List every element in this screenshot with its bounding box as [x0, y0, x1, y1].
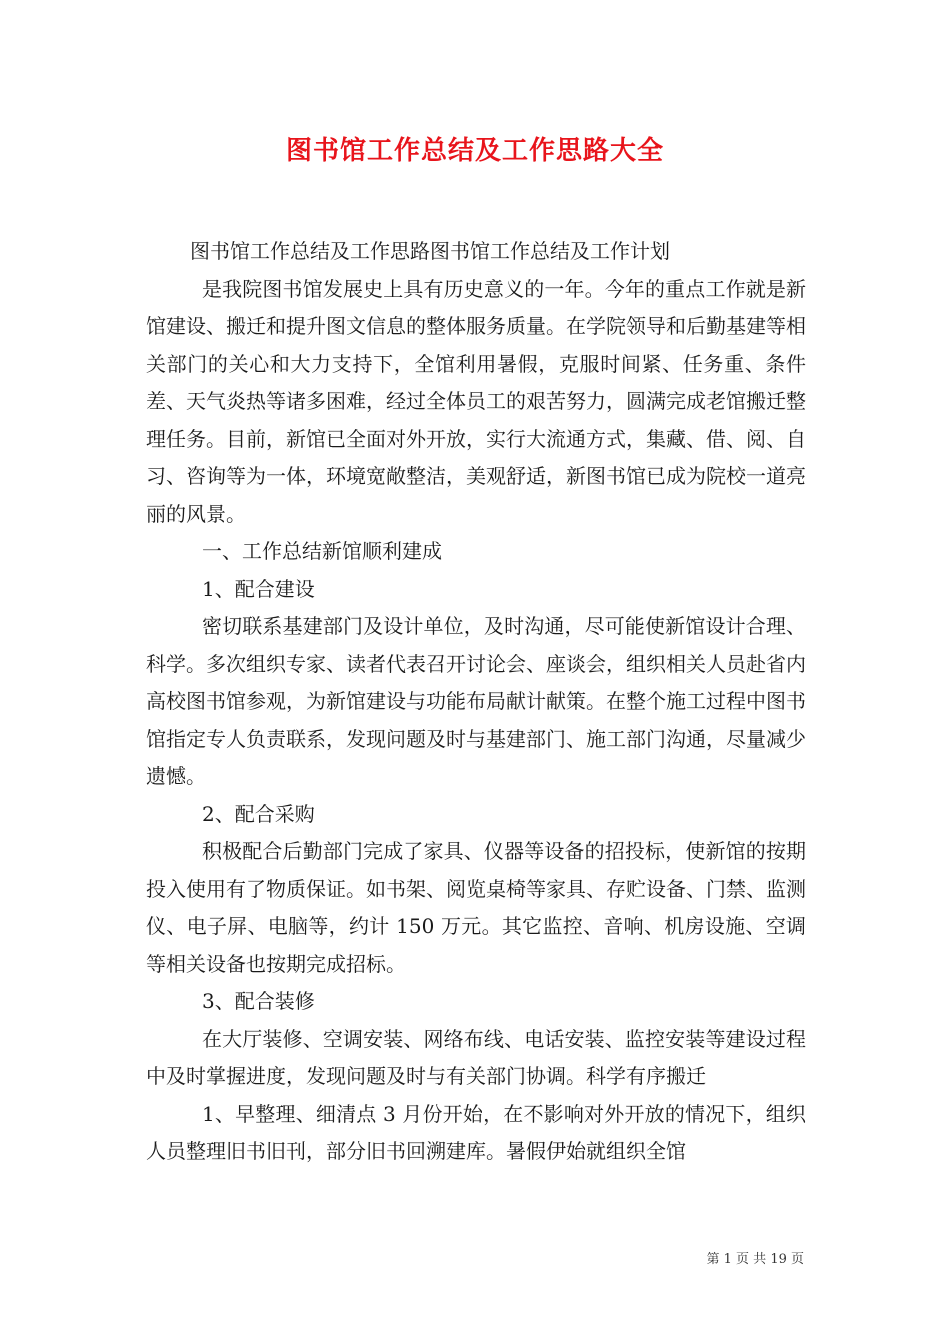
paragraph-construction: 密切联系基建部门及设计单位，及时沟通，尽可能使新馆设计合理、科学。多次组织专家、读者代表召开讨论会、座谈会，组织相关人员赴省内高校图书馆参观，为新馆建设与功能布局献计献策。在整个施工过程中图书馆指定专人负责联系，发现问题及时与基建部门、施工部门沟通，尽量减少遗憾。	[146, 614, 806, 788]
paragraph-intro-heading: 图书馆工作总结及工作思路图书馆工作总结及工作计划	[190, 239, 670, 263]
paragraph-relocation: 1、早整理、细清点 3 月份开始，在不影响对外开放的情况下，组织人员整理旧书旧刊，部分旧书回溯建库。暑假伊始就组织全馆	[146, 1101, 806, 1163]
paragraph-decoration: 在大厅装修、空调安装、网络布线、电话安装、监控安装等建设过程中及时掌握进度，发现问题及时与有关部门协调。科学有序搬迁	[146, 1026, 806, 1088]
document-title: 图书馆工作总结及工作思路大全	[285, 136, 664, 166]
page-number: 第 1 页 共 19 页	[706, 1252, 804, 1267]
section-heading: 一、工作总结新馆顺利建成	[202, 539, 442, 563]
paragraph-procurement: 积极配合后勤部门完成了家具、仪器等设备的招投标，使新馆的按期投入使用有了物质保证。如书架、阅览桌椅等家具、存贮设备、门禁、监测仪、电子屏、电脑等，约计 150 万元。其它监控、音响、机房设施、空调等相关设备也按期完成招标。	[146, 839, 806, 976]
paragraph-intro: 是我院图书馆发展史上具有历史意义的一年。今年的重点工作就是新馆建设、搬迁和提升图文信息的整体服务质量。在学院领导和后勤基建等相关部门的关心和大力支持下，全馆利用暑假，克服时间紧、任务重、条件差、天气炎热等诸多困难，经过全体员工的艰苦努力，圆满完成老馆搬迁整理任务。目前，新馆已全面对外开放，实行大流通方式，集藏、借、阅、自习、咨询等为一体，环境宽敞整洁，美观舒适，新图书馆已成为院校一道亮丽的风景。	[146, 276, 806, 526]
document-body	[146, 233, 806, 1171]
subheading-construction: 1、配合建设	[202, 576, 315, 601]
subheading-decoration: 3、配合装修	[202, 989, 315, 1013]
subheading-procurement: 2、配合采购	[202, 801, 315, 826]
